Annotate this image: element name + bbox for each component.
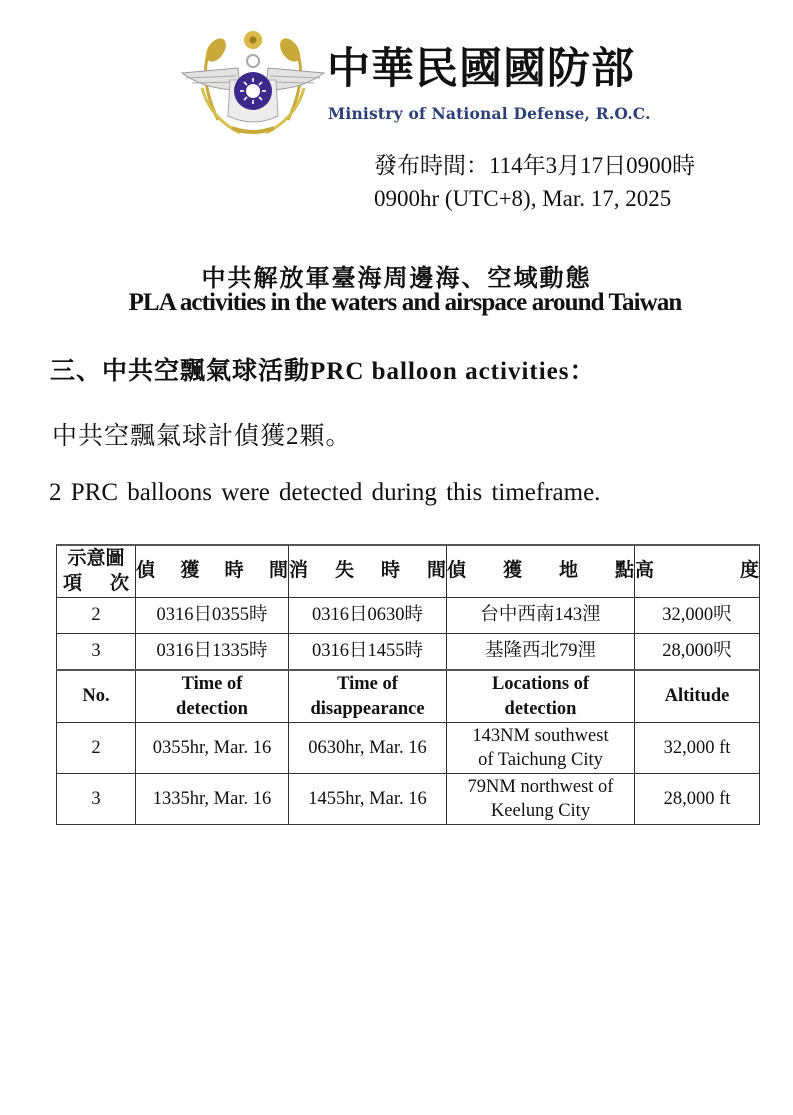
cell-no: 3 xyxy=(57,634,136,671)
mnd-emblem-icon xyxy=(180,28,326,140)
table-row xyxy=(57,634,760,671)
table-row xyxy=(57,723,760,774)
header-item-number-zh xyxy=(57,545,136,598)
cell-line: Keelung City xyxy=(490,801,591,821)
header-line: Time of xyxy=(337,674,398,695)
cell-location xyxy=(447,774,635,825)
cell-altitude: 32,000 ft xyxy=(635,723,760,774)
cell-line: of Taichung City xyxy=(478,750,603,770)
header-line: disappearance xyxy=(310,698,425,719)
cell-disappearance: 0316日0630時 xyxy=(289,598,447,634)
cell-location xyxy=(447,723,635,774)
ministry-name-zh: 中華民國國防部 xyxy=(327,44,635,94)
header-disappearance-time-zh: 消失時間 xyxy=(289,545,447,598)
section-heading: 三、中共空飄氣球活動PRC balloon activities： xyxy=(50,358,596,385)
cell-altitude: 28,000 ft xyxy=(635,774,760,825)
cell-disappearance: 0316日1455時 xyxy=(289,634,447,671)
release-time-zh: 發布時間：114年3月17日0900時 xyxy=(374,153,696,178)
summary-en: 2 PRC balloons were detected during this timeframe. xyxy=(49,479,601,506)
table-header-row-en xyxy=(57,670,760,723)
balloon-activity-table xyxy=(56,544,760,825)
cell-line: 143NM southwest xyxy=(472,725,609,746)
cell-detection: 0316日0355時 xyxy=(136,598,289,634)
header-disappearance-time-en xyxy=(289,670,447,723)
header-line: detection xyxy=(504,698,577,719)
header-no-en: No. xyxy=(57,670,136,723)
table-row xyxy=(57,774,760,825)
ministry-name-en: Ministry of National Defense, R.O.C. xyxy=(328,104,651,123)
header-location-zh: 偵獲地點 xyxy=(447,545,635,598)
cell-detection: 1335hr, Mar. 16 xyxy=(136,774,289,825)
cell-altitude: 32,000呎 xyxy=(635,598,760,634)
header-line: Time of xyxy=(181,674,243,695)
header-item-line2: 項 次 xyxy=(63,572,129,594)
cell-no: 2 xyxy=(57,723,136,774)
table-header-row-zh xyxy=(57,545,760,598)
cell-no: 2 xyxy=(57,598,136,634)
page-title-zh: 中共解放軍臺海周邊海、空域動態 xyxy=(201,266,592,292)
header-item-line1: 示意圖 xyxy=(67,547,125,569)
header-altitude-en: Altitude xyxy=(635,670,760,723)
cell-altitude: 28,000呎 xyxy=(635,634,760,671)
header-detection-time-zh: 偵獲時間 xyxy=(136,545,289,598)
cell-no: 3 xyxy=(57,774,136,825)
header-line: detection xyxy=(176,698,248,719)
page-title-en: PLA activities in the waters and airspace around Taiwan xyxy=(128,289,682,316)
table-row xyxy=(57,598,760,634)
cell-location: 基隆西北79浬 xyxy=(447,634,635,671)
header-detection-time-en xyxy=(136,670,289,723)
cell-disappearance: 0630hr, Mar. 16 xyxy=(289,723,447,774)
cell-location: 台中西南143浬 xyxy=(447,598,635,634)
cell-disappearance: 1455hr, Mar. 16 xyxy=(289,774,447,825)
cell-detection: 0355hr, Mar. 16 xyxy=(136,723,289,774)
header-line: Locations of xyxy=(491,674,590,695)
cell-line: 79NM northwest of xyxy=(467,776,614,797)
header-location-en xyxy=(447,670,635,723)
summary-zh: 中共空飄氣球計偵獲2顆。 xyxy=(52,423,352,450)
header-altitude-zh: 高度 xyxy=(635,545,760,598)
release-time-en: 0900hr (UTC+8), Mar. 17, 2025 xyxy=(374,186,672,211)
cell-detection: 0316日1335時 xyxy=(136,634,289,671)
